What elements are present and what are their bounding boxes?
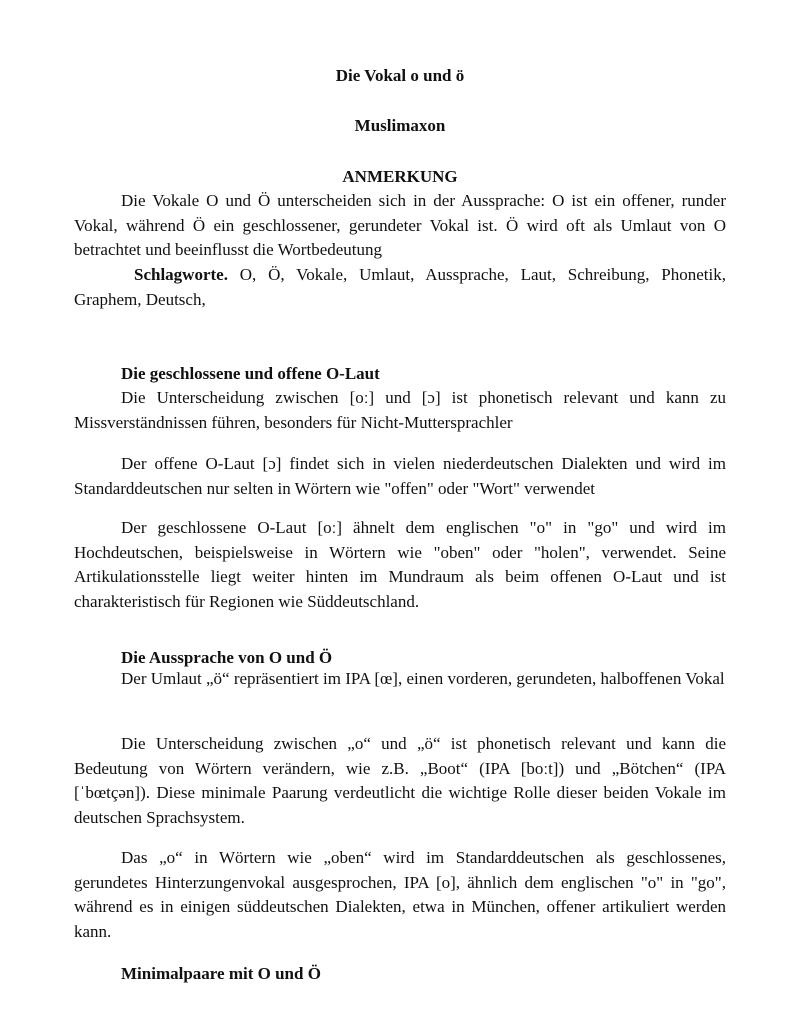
section-1-paragraph-1: Die Unterscheidung zwischen [oː] und [ɔ] ist phonetisch relevant und kann zu Missverständnissen führen, besonders für Nicht-Muttersprachler (74, 388, 726, 432)
document-title: Die Vokal o und ö (335, 66, 465, 85)
keywords-paragraph (74, 263, 726, 312)
section-heading-o-laut: Die geschlossene und offene O-Laut (121, 364, 380, 383)
section-heading-minimalpaare: Minimalpaare mit O und Ö (121, 964, 321, 983)
abstract-heading: ANMERKUNG (342, 167, 458, 186)
section-2-paragraph-2: Die Unterscheidung zwischen „o“ und „ö“ ist phonetisch relevant und kann die Bedeutung von Wörtern verändern, wie z.B. „Boot“ (IPA [boːt]) und „Bötchen“ (IPA [ˈbœtçən]). Diese minimale Paarung verdeutlicht die wichtige Rolle dieser beiden Vokale im deutschen Sprachsystem. (74, 734, 726, 827)
author-name: Muslimaxon (354, 116, 446, 135)
section-2-paragraph-3: Das „o“ in Wörtern wie „oben“ wird im Standarddeutschen als geschlossenes, gerundetes Hinterzungenvokal ausgesprochen, IPA [o], ähnlich dem englischen "o" in "go", während es in einigen süddeutschen Dialekten, etwa in München, offener artikuliert werden kann. (74, 848, 726, 941)
section-2-paragraph-1: Der Umlaut „ö“ repräsentiert im IPA [œ], einen vorderen, gerundeten, halboffenen Vokal (121, 669, 725, 688)
abstract-text: Die Vokale O und Ö unterscheiden sich in der Aussprache: O ist ein offener, runder Vokal, während Ö ein geschlossener, gerundeter Vokal ist. Ö wird oft als Umlaut von O betrachtet und beeinflusst die Wortbedeutung (74, 191, 726, 259)
section-1-paragraph-2: Der offene O-Laut [ɔ] findet sich in vielen niederdeutschen Dialekten und wird im Standarddeutschen nur selten in Wörtern wie "offen" oder "Wort" verwendet (74, 454, 726, 498)
keywords-label: Schlagworte. (134, 265, 228, 284)
section-1-paragraph-3: Der geschlossene O-Laut [oː] ähnelt dem englischen "o" in "go" und wird im Hochdeutschen, beispielsweise in Wörtern wie "oben" oder "holen", verwendet. Seine Artikulationsstelle liegt weiter hinten im Mundraum als beim offenen O-Laut und ist charakteristisch für Regionen wie Süddeutschland. (74, 518, 726, 611)
keywords-text: O, Ö, Vokale, Umlaut, Aussprache, Laut, Schreibung, Phonetik, Graphem, Deutsch, (74, 265, 726, 309)
section-heading-aussprache: Die Aussprache von O und Ö (121, 648, 333, 667)
